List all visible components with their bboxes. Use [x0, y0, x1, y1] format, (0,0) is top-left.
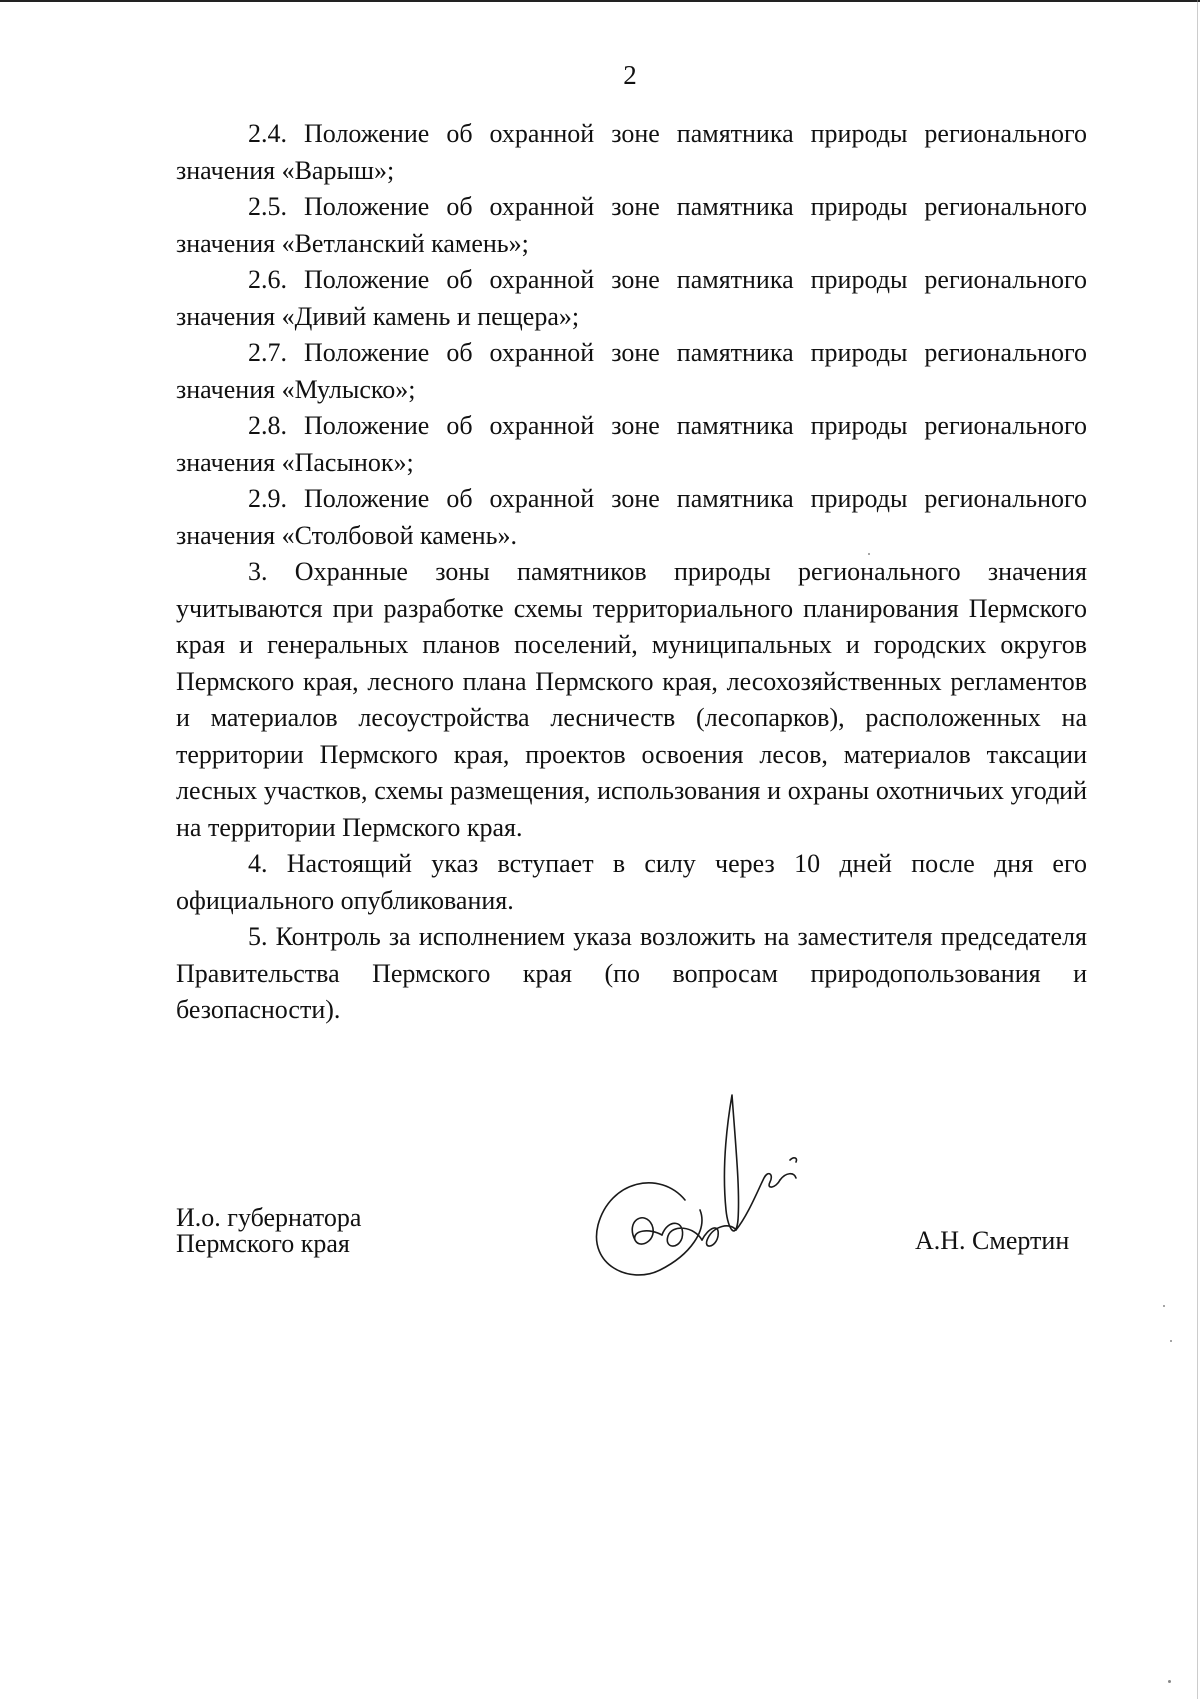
paragraph-4: 4. Настоящий указ вступает в силу через 10 дней после дня его официального опубликования. [176, 849, 1087, 915]
paragraph-2-7: 2.7. Положение об охранной зоне памятника природы регионального значения «Мулыско»; [176, 338, 1087, 404]
handwritten-signature [590, 1090, 815, 1280]
paragraph-5: 5. Контроль за исполнением указа возложить на заместителя председателя Правительства Пермского края (по вопросам природопользования и безопасности). [176, 922, 1087, 1024]
paragraph-2-9: 2.9. Положение об охранной зоне памятника природы регионального значения «Столбовой камень». [176, 484, 1087, 550]
signer-position [176, 1205, 361, 1257]
paragraph-3: 3. Охранные зоны памятников природы регионального значения учитываются при разработке схемы территориального планирования Пермского края и генеральных планов поселений, муниципальных и городских округов Пермского края, лесного плана Пермского края, лесохозяйственных регламентов и материалов лесоустройства лесничеств (лесопарков), расположенных на территории Пермского края, проектов освоения лесов, материалов таксации лесных участков, схемы размещения, использования и охраны охотничьих угодий на территории Пермского края. [176, 557, 1087, 842]
scan-speck [1170, 1340, 1172, 1342]
paragraph-2-8: 2.8. Положение об охранной зоне памятника природы регионального значения «Пасынок»; [176, 411, 1087, 477]
document-body [176, 116, 1087, 1029]
scan-speck [1168, 1680, 1171, 1683]
scan-speck [1163, 1305, 1165, 1307]
signer-name: А.Н. Смертин [915, 1226, 1070, 1255]
paragraph-2-6: 2.6. Положение об охранной зоне памятника природы регионального значения «Дивий камень и пещера»; [176, 265, 1087, 331]
page-number: 2 [623, 60, 637, 90]
scan-speck [868, 553, 870, 555]
scan-edge-top [0, 0, 1200, 2]
scan-edge-right [1197, 0, 1198, 1699]
signer-position-line2: Пермского края [176, 1229, 350, 1258]
paragraph-2-4: 2.4. Положение об охранной зоне памятника природы регионального значения «Варыш»; [176, 119, 1087, 185]
signer-position-line1: И.о. губернатора [176, 1203, 362, 1232]
paragraph-2-5: 2.5. Положение об охранной зоне памятника природы регионального значения «Ветланский камень»; [176, 192, 1087, 258]
